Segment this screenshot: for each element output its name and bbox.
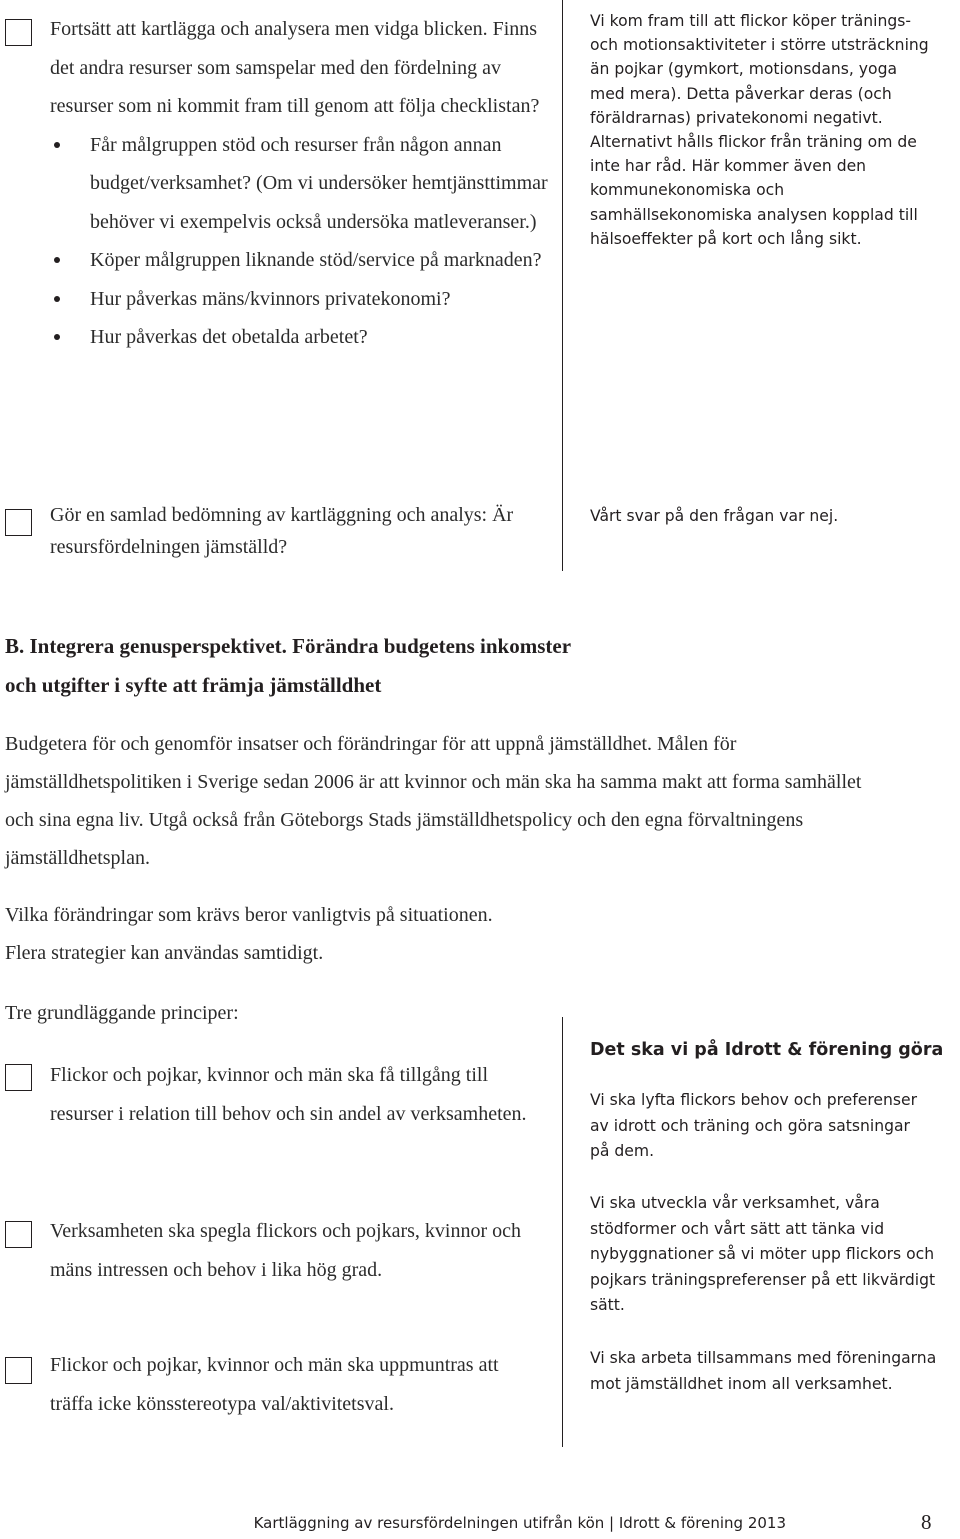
principle-stereotypes-text: Flickor och pojkar, kvinnor och män ska uppmuntras att träffa icke könsstereotypa val/aktivitetsval.: [50, 1354, 499, 1415]
strategies-paragraph: [5, 896, 905, 972]
list-item: Köper målgruppen liknande stöd/service på marknaden?: [50, 241, 555, 280]
overall-assessment-question: Gör en samlad bedömning av kartläggning och analys: Är resursfördelningen jämställd?: [50, 504, 514, 558]
strategies-line-2: Flera strategier kan användas samtidigt.: [5, 942, 324, 964]
section-b-subtitle-line2: och utgifter i syfte att främja jämställdhet: [5, 673, 382, 697]
section-b-heading: [5, 627, 945, 705]
section-b-paragraph: Budgetera för och genomför insatser och förändringar för att uppnå jämställdhet. Målen för jämställdhetspolitiken i Sverige sedan 2006 är att kvinnor och män ska ha samma makt att forma samhället och sina egna liv. Utgå också från Göteborgs Stads jämställdhetspolicy och den egna förvaltningens jämställdhetsplan.: [5, 733, 862, 869]
principle-interests-text: Verksamheten ska spegla flickors och pojkars, kvinnor och mäns intressen och behov i lika hög grad.: [50, 1220, 521, 1281]
checkbox-item-widen-analysis[interactable]: [5, 19, 32, 46]
answer-private-economy: Vi kom fram till att flickor köper tränings- och motionsaktiviteter i större utsträckning än pojkar (gymkort, motionsdans, yoga med mera). Detta påverkar deras (och föräldrarnas) privatekonomi negativt. Alternativt hålls flickor från träning om de inte har råd. Här kommer även den kommunekonomiska och samhällsekonomiska analysen kopplad till hälsoeffekter på kort och lång sikt.: [590, 12, 929, 248]
column-divider-principles: [562, 1017, 563, 1447]
analysis-question-list: [50, 126, 555, 357]
section-b-subtitle: Förändra budgetens inkomster: [292, 634, 572, 658]
page-footer: Kartläggning av resursfördelningen utifrån kön | Idrott & förening 2013: [253, 1514, 786, 1532]
section-b-title: B. Integrera genusperspektivet.: [5, 634, 287, 658]
principles-label: Tre grundläggande principer:: [5, 1002, 239, 1024]
widen-analysis-intro: Fortsätt att kartlägga och analysera men vidga blicken. Finns det andra resurser som samspelar med den fördelning av resurser som ni kommit fram till genom att följa checklistan?: [50, 18, 540, 117]
page-number: 8: [921, 1510, 932, 1534]
answer-stereotypes: Vi ska arbeta tillsammans med föreningarna mot jämställdhet inom all verksamhet.: [590, 1349, 937, 1393]
list-item: Hur påverkas mäns/kvinnors privatekonomi?: [50, 280, 555, 319]
checkbox-principle-stereotypes[interactable]: [5, 1357, 32, 1384]
answer-interests: Vi ska utveckla vår verksamhet, våra stödformer och vårt sätt att tänka vid nybyggnationer så vi möter upp flickors och pojkars träningspreferenser på ett likvärdigt sätt.: [590, 1194, 936, 1314]
principles-answer-title: Det ska vi på Idrott & förening göra: [590, 1040, 944, 1060]
answer-is-it-equal: Vårt svar på den frågan var nej.: [590, 507, 839, 525]
principle-resources-text: Flickor och pojkar, kvinnor och män ska få tillgång till resurser i relation till behov och sin andel av verksamheten.: [50, 1064, 527, 1125]
list-item: Får målgruppen stöd och resurser från någon annan budget/verksamhet? (Om vi undersöker hemtjänsttimmar behöver vi exempelvis också undersöka matleveranser.): [50, 126, 555, 242]
answer-resources: Vi ska lyfta flickors behov och preferenser av idrott och träning och göra satsningar på dem.: [590, 1091, 918, 1160]
widen-analysis-block: [50, 10, 555, 357]
checkbox-item-overall-assessment[interactable]: [5, 509, 32, 536]
checkbox-principle-interests[interactable]: [5, 1221, 32, 1248]
strategies-line-1: Vilka förändringar som krävs beror vanligtvis på situationen.: [5, 904, 493, 926]
checkbox-principle-resources[interactable]: [5, 1064, 32, 1091]
column-divider-top: [562, 0, 563, 571]
list-item: Hur påverkas det obetalda arbetet?: [50, 318, 555, 357]
